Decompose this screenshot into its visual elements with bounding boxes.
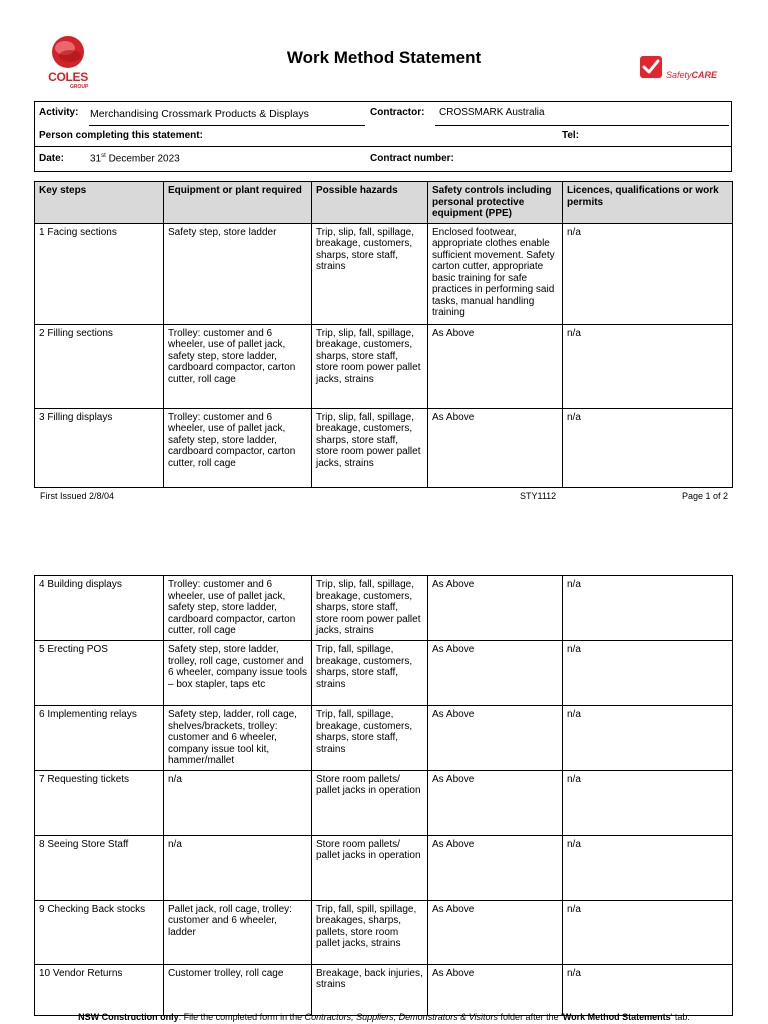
activity-underline: [89, 125, 365, 126]
table-row: [35, 641, 733, 706]
header-safety-controls: Safety controls including personal protective equipment (PPE): [428, 182, 563, 224]
header-licences: Licences, qualifications or work permits: [563, 182, 733, 224]
cell-step: 5 Erecting POS: [35, 641, 164, 706]
coles-group-text: GROUP: [70, 84, 89, 90]
cell-equipment: Safety step, ladder, roll cage, shelves/brackets, trolley: customer and 6 wheeler, company issue tool kit, hammer/mallet: [164, 706, 312, 771]
table-row: [35, 964, 733, 1015]
cell-controls: Enclosed footwear, appropriate clothes enable sufficient movement. Safety carton cutter, appropriate basic training for safe practices in performing said tasks, manual handling training: [428, 223, 563, 324]
work-method-table-page2: [34, 575, 733, 1016]
cell-hazards: Trip, slip, fall, spillage, breakage, customers, sharps, store staff, strains: [312, 223, 428, 324]
cell-equipment: n/a: [164, 770, 312, 835]
safetycare-text: SafetyCARE: [666, 70, 718, 80]
table-header-row: [35, 182, 733, 224]
date-value: 31st December 2023: [90, 153, 180, 165]
checkmark-icon: [640, 56, 662, 78]
cell-controls: As Above: [428, 706, 563, 771]
safetycare-logo: [638, 56, 728, 86]
cell-equipment: Trolley: customer and 6 wheeler, use of pallet jack, safety step, store ladder, cardboard compactor, carton cutter, roll cage: [164, 324, 312, 408]
footer-code: STY1112: [520, 491, 557, 501]
cell-equipment: Pallet jack, roll cage, trolley: customer and 6 wheeler, ladder: [164, 900, 312, 964]
cell-equipment: n/a: [164, 835, 312, 900]
cell-hazards: Trip, slip, fall, spillage, breakage, customers, sharps, store staff, store room power pallet jacks, strains: [312, 576, 428, 641]
cell-step: 7 Requesting tickets: [35, 770, 164, 835]
tel-label: Tel:: [562, 130, 580, 141]
cell-licences: n/a: [563, 641, 733, 706]
cell-controls: As Above: [428, 641, 563, 706]
person-label: Person completing this statement:: [39, 130, 203, 141]
cell-hazards: Trip, fall, spillage, breakage, customers, sharps, store staff, strains: [312, 706, 428, 771]
cell-controls: As Above: [428, 900, 563, 964]
cell-equipment: Trolley: customer and 6 wheeler, use of pallet jack, safety step, store ladder, cardboard compactor, carton cutter, roll cage: [164, 408, 312, 487]
cell-equipment: Safety step, store ladder, trolley, roll cage, customer and 6 wheeler, company issue tools – box stapler, taps etc: [164, 641, 312, 706]
cell-hazards: Store room pallets/ pallet jacks in operation: [312, 770, 428, 835]
cell-hazards: Trip, slip, fall, spillage, breakage, customers, sharps, store staff, store room power pallet jacks, strains: [312, 408, 428, 487]
cell-hazards: Store room pallets/ pallet jacks in operation: [312, 835, 428, 900]
contract-number-label: Contract number:: [370, 153, 454, 164]
cell-step: 9 Checking Back stocks: [35, 900, 164, 964]
cell-hazards: Trip, fall, spillage, breakage, customers, sharps, store staff, strains: [312, 641, 428, 706]
header-equipment: Equipment or plant required: [164, 182, 312, 224]
header-hazards: Possible hazards: [312, 182, 428, 224]
cell-equipment: Customer trolley, roll cage: [164, 964, 312, 1015]
cell-equipment: Safety step, store ladder: [164, 223, 312, 324]
nsw-construction-note: NSW Construction only: File the completed form in the Contractors, Suppliers, Demonstrators & Visitors folder after the 'Work Method Statements' tab.: [78, 1012, 690, 1022]
cell-licences: n/a: [563, 408, 733, 487]
table-row: [35, 324, 733, 408]
footer-page: Page 1 of 2: [682, 491, 729, 501]
contractor-label: Contractor:: [370, 107, 425, 118]
table-row: [35, 835, 733, 900]
table-row: [35, 900, 733, 964]
cell-equipment: Trolley: customer and 6 wheeler, use of pallet jack, safety step, store ladder, cardboard compactor, carton cutter, roll cage: [164, 576, 312, 641]
cell-step: 3 Filling displays: [35, 408, 164, 487]
table-row: [35, 408, 733, 487]
cell-licences: n/a: [563, 223, 733, 324]
coles-brand-text: COLES: [48, 70, 88, 84]
footer-issued: First Issued 2/8/04: [40, 491, 115, 501]
activity-value: Merchandising Crossmark Products & Displays: [90, 108, 309, 120]
cell-controls: As Above: [428, 964, 563, 1015]
cell-step: 10 Vendor Returns: [35, 964, 164, 1015]
cell-controls: As Above: [428, 770, 563, 835]
table-row: [35, 770, 733, 835]
cell-licences: n/a: [563, 770, 733, 835]
table-row: [35, 223, 733, 324]
cell-step: 2 Filling sections: [35, 324, 164, 408]
cell-licences: n/a: [563, 706, 733, 771]
cell-step: 1 Facing sections: [35, 223, 164, 324]
cell-controls: As Above: [428, 324, 563, 408]
activity-label: Activity:: [39, 107, 79, 118]
cell-hazards: Breakage, back injuries, strains: [312, 964, 428, 1015]
cell-controls: As Above: [428, 576, 563, 641]
cell-controls: As Above: [428, 835, 563, 900]
cell-licences: n/a: [563, 835, 733, 900]
cell-licences: n/a: [563, 576, 733, 641]
header-key-steps: Key steps: [35, 182, 164, 224]
cell-controls: As Above: [428, 408, 563, 487]
date-label: Date:: [39, 153, 65, 164]
cell-licences: n/a: [563, 900, 733, 964]
work-method-table-page1: [34, 181, 733, 488]
cell-step: 6 Implementing relays: [35, 706, 164, 771]
cell-step: 4 Building displays: [35, 576, 164, 641]
page-title: Work Method Statement: [286, 48, 482, 67]
cell-licences: n/a: [563, 964, 733, 1015]
statement-info-box: [34, 101, 732, 172]
contractor-underline: [435, 125, 729, 126]
person-row-divider: [35, 146, 731, 147]
document-header: [0, 0, 768, 100]
table-row: [35, 576, 733, 641]
cell-hazards: Trip, slip, fall, spillage, breakage, customers, sharps, store staff, store room power pallet jacks, strains: [312, 324, 428, 408]
table-row: [35, 706, 733, 771]
cell-step: 8 Seeing Store Staff: [35, 835, 164, 900]
cell-hazards: Trip, fall, spill, spillage, breakages, sharps, pallets, store room pallet jacks, strains: [312, 900, 428, 964]
contractor-value: CROSSMARK Australia: [439, 107, 545, 118]
cell-licences: n/a: [563, 324, 733, 408]
